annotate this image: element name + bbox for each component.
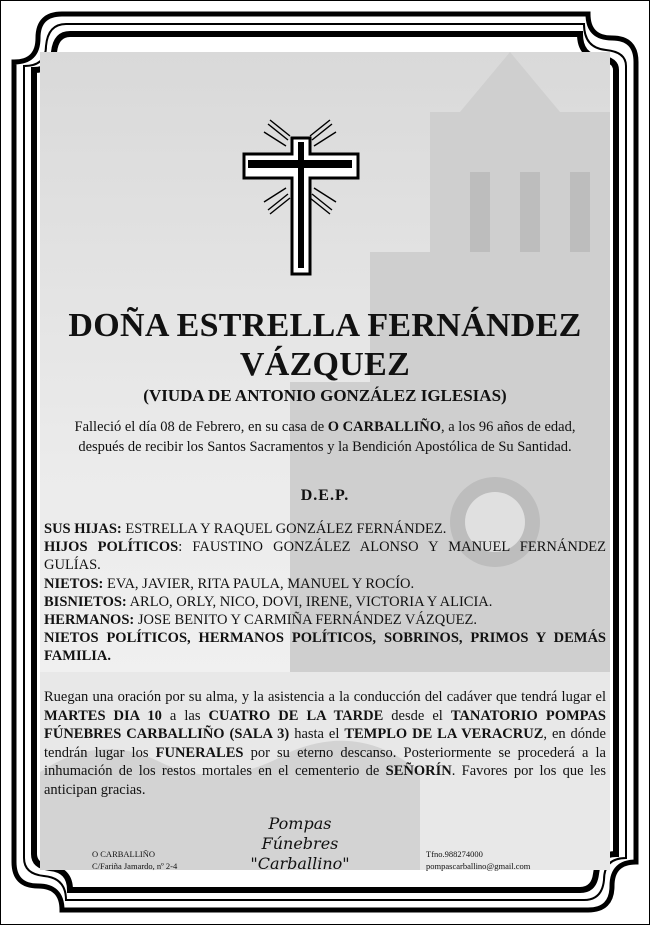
family-item-otros [44, 629, 606, 665]
family-text: JOSE BENITO Y CARMIÑA FERNÁNDEZ VÁZQUEZ. [134, 612, 478, 629]
prayer-text: por su eterno descanso. Posteriormente se procederá a la inhumación de los restos mortales en el cementerio de [44, 744, 606, 780]
prayer-text: . Favores por los que les anticipan gracias. [44, 763, 606, 798]
dep-heading: D.E.P. [300, 487, 350, 504]
family-item-hermanos [44, 611, 606, 629]
family-text: EVA, JAVIER, RITA PAULA, MANUEL Y ROCÍO. [103, 575, 415, 592]
logo-line2: "Carballino" [250, 854, 350, 873]
prayer-day: MARTES DIA 10 [44, 707, 162, 724]
family-label: HIJOS POLÍTICOS [44, 539, 179, 556]
death-notice [44, 417, 606, 457]
cross-icon [240, 118, 360, 283]
prayer-text: , en dónde tendrán lugar los [44, 726, 606, 761]
prayer-time: CUATRO DE LA TARDE [208, 707, 384, 724]
family-item-bisnietos [44, 593, 606, 611]
prayer-text: hasta el [289, 726, 345, 743]
deceased-name [44, 306, 606, 384]
footer-email: pompascarballino@gmail.com [426, 861, 531, 871]
footer-phone: Tfno.988274000 [426, 849, 483, 859]
death-notice-text1: Falleció el día 08 de Febrero, en su casa de [74, 419, 328, 435]
family-text: ARLO, ORLY, NICO, DOVI, IRENE, VICTORIA Y ALICIA. [126, 593, 493, 610]
prayer-paragraph [44, 688, 606, 800]
death-place: O CARBALLIÑO [327, 419, 441, 435]
prayer-text: a las [161, 707, 209, 724]
prayer-text: Ruegan una oración por su alma, y la asistencia a la conducción del cadáver que tendrá lugar el [44, 689, 606, 705]
footer-city: O CARBALLIÑO [92, 849, 156, 859]
family-label: SUS HIJAS: [44, 521, 122, 537]
prayer-text: desde el [383, 707, 451, 724]
deceased-name-line2: VÁZQUEZ [239, 346, 411, 383]
family-text: : FAUSTINO GONZÁLEZ ALONSO Y MANUEL FERNÁNDEZ GULÍAS. [44, 539, 607, 574]
family-item-hijos-politicos [44, 538, 606, 574]
family-list [44, 520, 606, 666]
footer-contact [426, 848, 530, 872]
family-label: NIETOS POLÍTICOS, HERMANOS POLÍTICOS, SOBRINOS, PRIMOS Y DEMÁS FAMILIA. [44, 630, 606, 665]
family-label: NIETOS: [44, 575, 104, 592]
deceased-name-line1: DOÑA ESTRELLA FERNÁNDEZ [68, 307, 582, 344]
death-notice-text3: después de recibir los Santos Sacramentos y la Bendición Apostólica de Su Santidad. [78, 439, 572, 455]
family-item-hijas [44, 520, 606, 538]
prayer-funerals: FUNERALES [155, 744, 244, 761]
funeral-home-logo [230, 814, 370, 874]
footer-street: C/Fariña Jamardo, nº 2-4 [92, 861, 178, 871]
logo-line1: Pompas Fúnebres [261, 814, 339, 853]
family-text: ESTRELLA Y RAQUEL GONZÁLEZ FERNÁNDEZ. [121, 521, 447, 537]
prayer-origin: TANATORIO POMPAS FÚNEBRES CARBALLIÑO (SALA 3) [44, 707, 606, 743]
prayer-cemetery: SEÑORÍN [385, 763, 452, 780]
widow-of: (VIUDA DE ANTONIO GONZÁLEZ IGLESIAS) [143, 386, 507, 405]
footer-address [92, 848, 177, 872]
family-label: BISNIETOS: [44, 593, 127, 610]
family-item-nietos [44, 575, 606, 593]
death-notice-text2: , a los 96 años de edad, [440, 419, 576, 435]
prayer-temple: TEMPLO DE LA VERACRUZ [344, 726, 544, 743]
family-label: HERMANOS: [44, 612, 135, 629]
